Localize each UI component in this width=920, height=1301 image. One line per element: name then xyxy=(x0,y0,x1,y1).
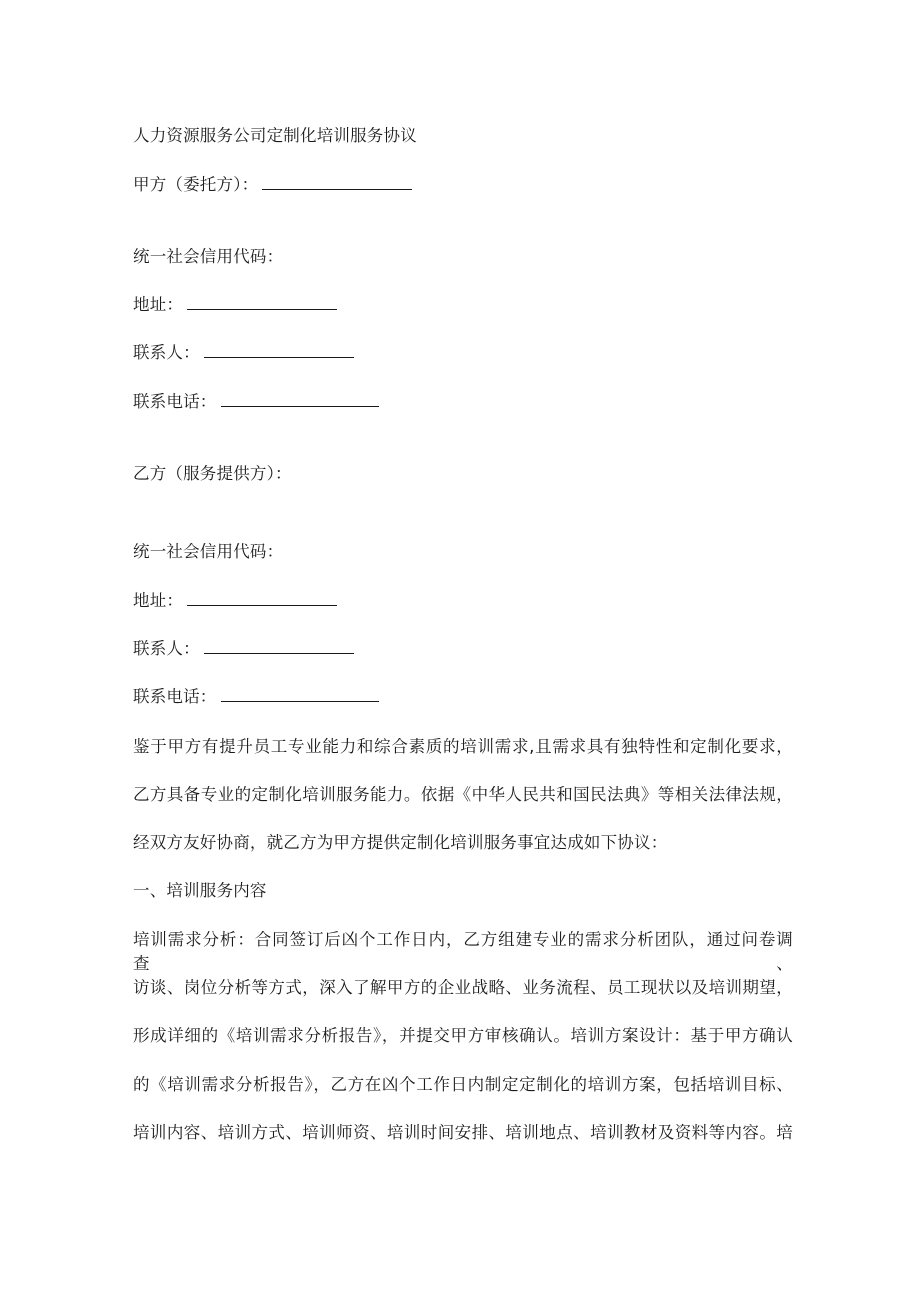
party-a-contact-blank[interactable] xyxy=(204,341,354,358)
party-b-address-blank[interactable] xyxy=(187,589,337,606)
party-a-contact-row xyxy=(133,341,354,365)
preamble-line-1: 鉴于甲方有提升员工专业能力和综合素质的培训需求,且需求具有独特性和定制化要求， xyxy=(133,737,793,756)
section-1-line-4: 的《培训需求分析报告》，乙方在凶个工作日内制定定制化的培训方案，包括培训目标、 xyxy=(133,1075,793,1094)
party-a-credit-code-label: 统一社会信用代码： xyxy=(133,247,284,266)
party-a-address-blank[interactable] xyxy=(187,293,337,310)
document-title: 人力资源服务公司定制化培训服务协议 xyxy=(133,126,417,145)
party-a-contact-label: 联系人： xyxy=(133,343,200,362)
party-b-contact-row xyxy=(133,637,354,661)
party-b-address-label: 地址： xyxy=(133,591,184,610)
section-1-line-2: 访谈、岗位分析等方式，深入了解甲方的企业战略、业务流程、员工现状以及培训期望， xyxy=(133,978,793,997)
party-a-heading: 甲方（委托方）： xyxy=(133,175,259,194)
party-a-address-label: 地址： xyxy=(133,295,184,314)
party-a-phone-row xyxy=(133,390,379,414)
party-b-phone-blank[interactable] xyxy=(221,685,379,702)
section-1-heading: 一、培训服务内容 xyxy=(133,881,267,900)
preamble-line-2: 乙方具备专业的定制化培训服务能力。依据《中华人民共和国民法典》等相关法律法规， xyxy=(133,785,793,804)
party-b-phone-label: 联系电话： xyxy=(133,687,217,706)
party-b-address-row xyxy=(133,589,337,613)
party-b-contact-blank[interactable] xyxy=(204,637,354,654)
party-b-credit-code-label: 统一社会信用代码： xyxy=(133,542,284,561)
preamble-line-3: 经双方友好协商，就乙方为甲方提供定制化培训服务事宜达成如下协议： xyxy=(133,833,668,852)
party-a-address-row xyxy=(133,293,337,317)
party-a-phone-blank[interactable] xyxy=(221,390,379,407)
section-1-line-3: 形成详细的《培训需求分析报告》，并提交甲方审核确认。培训方案设计：基于甲方确认 xyxy=(133,1026,793,1045)
party-b-phone-row xyxy=(133,685,379,709)
party-b-heading: 乙方（服务提供方）： xyxy=(133,464,292,483)
section-1-line-5: 培训内容、培训方式、培训师资、培训时间安排、培训地点、培训教材及资料等内容。培 xyxy=(133,1123,793,1142)
party-b-contact-label: 联系人： xyxy=(133,639,200,658)
section-1-line-1: 培训需求分析：合同签订后凶个工作日内，乙方组建专业的需求分析团队，通过问卷调查、 xyxy=(133,930,793,973)
party-a-heading-row xyxy=(133,173,412,197)
party-a-name-blank[interactable] xyxy=(262,173,412,190)
party-a-phone-label: 联系电话： xyxy=(133,392,217,411)
